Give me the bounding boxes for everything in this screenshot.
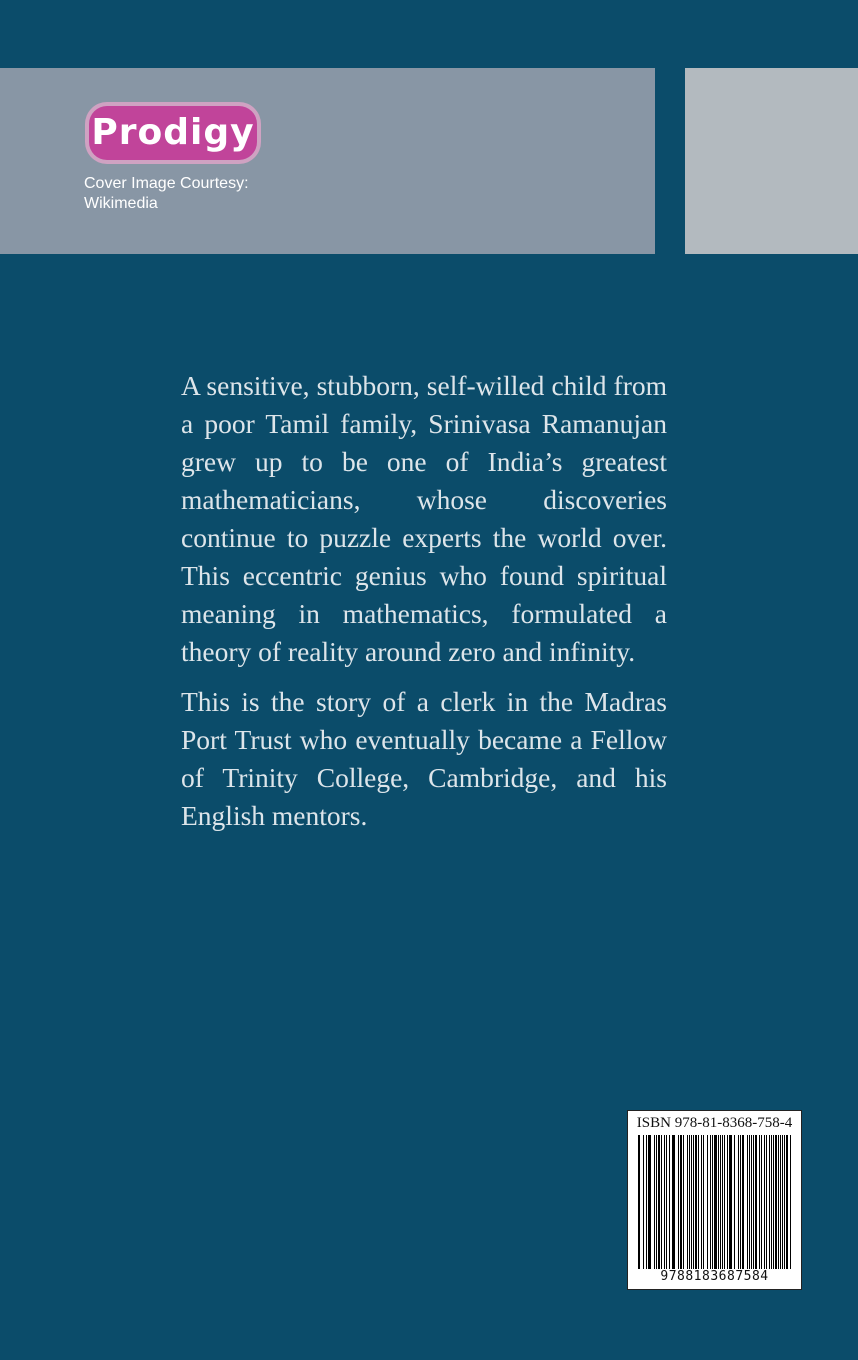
credit-line-2: Wikimedia <box>84 195 158 212</box>
barcode-bar <box>661 1135 662 1269</box>
barcode-bar <box>703 1135 704 1269</box>
barcode-bar <box>751 1135 752 1269</box>
barcode-bar <box>712 1135 713 1269</box>
barcode-bar <box>766 1135 767 1269</box>
barcode-bar <box>654 1135 655 1269</box>
barcode-bar <box>718 1135 719 1269</box>
header-band-side <box>685 68 858 254</box>
barcode-bar <box>780 1135 781 1269</box>
barcode-bar <box>648 1135 651 1269</box>
barcode-bar <box>742 1135 744 1269</box>
back-cover-blurb <box>181 367 667 847</box>
barcode-bar <box>759 1135 760 1269</box>
barcode-bar <box>698 1135 699 1269</box>
barcode-bar <box>764 1135 765 1269</box>
barcode-bar <box>771 1135 772 1269</box>
barcode-bar <box>720 1135 721 1269</box>
barcode-bar <box>740 1135 741 1269</box>
barcode-bar <box>761 1135 762 1269</box>
blurb-paragraph-2: This is the story of a clerk in the Madras Port Trust who eventually became a Fellow of Trinity College, Cambridge, and his English mentors. <box>181 686 667 831</box>
credit-line-1: Cover Image Courtesy: <box>84 175 249 192</box>
barcode-bar <box>683 1135 684 1269</box>
barcode-bar <box>646 1135 647 1269</box>
barcode-bar <box>775 1135 777 1269</box>
barcode-bar <box>753 1135 754 1269</box>
barcode-bar <box>714 1135 717 1269</box>
barcode-bar <box>710 1135 711 1269</box>
barcode-bar <box>749 1135 750 1269</box>
barcode-bar <box>691 1135 692 1269</box>
cover-image-credit <box>84 174 384 214</box>
barcode-bar <box>747 1135 748 1269</box>
barcode-bar <box>786 1135 788 1269</box>
isbn-barcode <box>627 1110 802 1290</box>
barcode-bar <box>689 1135 690 1269</box>
barcode-bar <box>778 1135 779 1269</box>
barcode-bar <box>643 1135 644 1269</box>
barcode-bar <box>695 1135 697 1269</box>
barcode-bar <box>680 1135 682 1269</box>
barcode-bar <box>669 1135 670 1269</box>
barcode-bar <box>658 1135 660 1269</box>
barcode-bar <box>687 1135 688 1269</box>
barcode-bar <box>734 1135 735 1269</box>
barcode-bar <box>664 1135 665 1269</box>
barcode-bar <box>790 1135 791 1269</box>
barcode-bars <box>638 1135 792 1269</box>
barcode-bar <box>738 1135 739 1269</box>
barcode-bar <box>784 1135 785 1269</box>
barcode-bar <box>672 1135 675 1269</box>
barcode-bar <box>693 1135 694 1269</box>
barcode-bar <box>755 1135 757 1269</box>
barcode-bar <box>722 1135 723 1269</box>
barcode-bar <box>727 1135 728 1269</box>
barcode-bar <box>666 1135 667 1269</box>
barcode-bar <box>638 1135 640 1269</box>
barcode-bar <box>782 1135 783 1269</box>
blurb-paragraph-1: A sensitive, stubborn, self-willed child from a poor Tamil family, Srinivasa Ramanujan grew up to be one of India’s greatest mathematicians, whose discoveries continue to puzzle experts the world over. This eccentric genius who found spiritual meaning in mathematics, formulated a theory of reality around zero and infinity. <box>181 370 667 667</box>
barcode-bar <box>729 1135 732 1269</box>
barcode-bar <box>656 1135 657 1269</box>
barcode-bar <box>678 1135 679 1269</box>
barcode-digits: 9788183687584 <box>628 1269 801 1285</box>
barcode-bar <box>701 1135 702 1269</box>
barcode-bar <box>707 1135 708 1269</box>
publisher-logo-text: Prodigy <box>89 106 257 160</box>
barcode-bar <box>773 1135 774 1269</box>
publisher-logo <box>85 102 261 164</box>
barcode-bar <box>724 1135 725 1269</box>
barcode-bar <box>769 1135 770 1269</box>
isbn-label: ISBN 978-81-8368-758-4 <box>636 1115 793 1131</box>
